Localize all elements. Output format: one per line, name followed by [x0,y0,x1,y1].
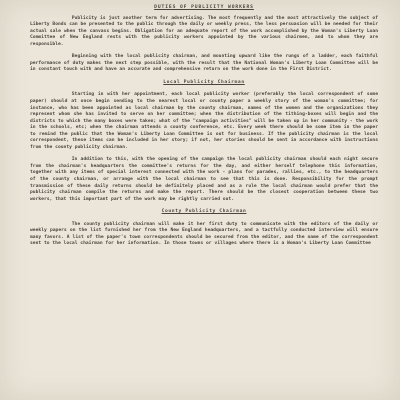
paragraph-ladder: Beginning with the local publicity chairman, and mounting upward like the rungs of a ladder, each faithful performance of duty makes the next step possible, with the result that the National Woman's Liberty Loan Committee will be in constant touch with and have an accurate and comprehensive return on the work done in the First District. [30,54,378,73]
paragraph-county-duties: The county publicity chairman will make it her first duty to communicate with the editors of the daily or weekly papers on the list furnished her from the New England headquarters, and a tactfully conducted interview will ensure many favors. A list of the paper's town correspondents should be secured from the editor, and the name of the correspondent sent to the local chairman for her information. In those towns or villages where there is a Woman's Liberty Loan Committee [30,221,378,247]
section-heading-local: Local Publicity Chairman [163,79,245,85]
paragraph-local-returns: In addition to this, with the opening of the campaign the local publicity chairman should each night secure from the chairman's headquarters the committee's returns for the day, and either herself telephone this information, together with any items of special interest connected with the work - plans for parades, rallies, etc., to the headquarters of the county chairman, or arrange with the local chairman to see that this is done. Responsibility for the prompt transmission of these daily returns should be definitely placed and as a rule the local chairman would prefer that the publicity chairman compile the returns and make the report. There should be the closest cooperation between these two workers, that this important part of the work may be rightly carried out. [30,157,378,202]
paragraph-local-duties: Starting in with her appointment, each local publicity worker (preferably the local correspondent of some paper) should at once begin sending to the nearest local or county paper a weekly story of the woman's committee; for instance, who has been appointed as local chairman by the county chairman, names of the women and the organizations they represent whom she has invited to serve on her committee; when the distribution of the tithing-boxes will begin and the districts to which the many boxes were taken; what of the "campaign activities" will be taken up in her community - the work in the schools, etc; when the chairman attends a county conference, etc. Every week there should be some item in the paper to remind the public that the Woman's Liberty Loan Committee is out for business. If the publicity chairman is the local correspondent, these items can be included in her story; if not, her stories should be sent in accordance with instructions from the county publicity chairman. [30,92,378,150]
document-title: DUTIES OF PUBLICITY WORKERS [154,5,254,10]
section-heading-county: County Publicity Chairman [161,209,247,215]
paragraph-intro: Publicity is just another term for advertising. The most frequently and the most attractively the subject of Liberty Bonds can be presented to the public through the daily or weekly press, the less persuasion will be needed for their actual sale when the canvass begins. Obligation for an adequate report of the work accomplished by the Woman's Liberty Loan Committee of New England rests with the publicity workers appointed by the various chairmen, and to whom they are responsible. [30,15,378,47]
